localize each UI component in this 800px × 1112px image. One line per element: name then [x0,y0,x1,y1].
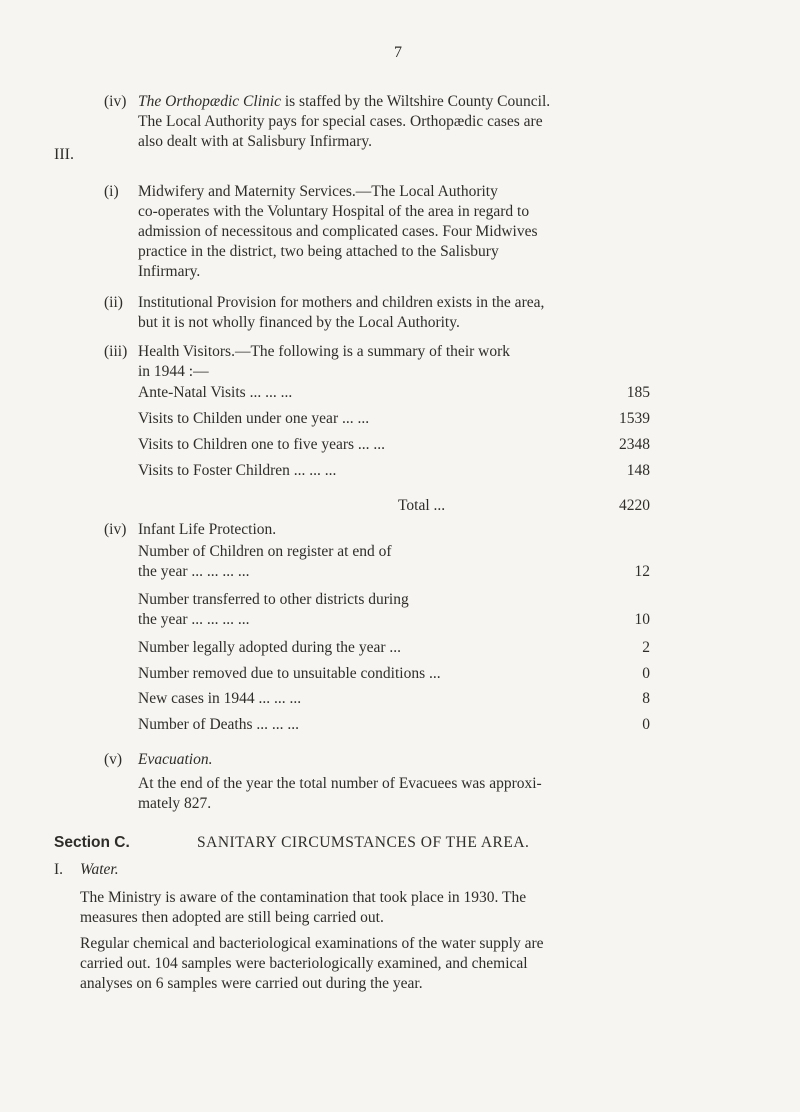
row-label: Number legally adopted during the year ... [138,639,401,656]
row-value: 185 [626,384,650,401]
paragraph-line: Regular chemical and bacteriological examinations of the water supply are [80,935,544,952]
paragraph-line: carried out. 104 samples were bacteriologically examined, and chemical [80,955,528,972]
subsection-label: I. [54,861,64,878]
paragraph-line: Health Visitors.—The following is a summary of their work [138,343,511,360]
paragraph-line: but it is not wholly financed by the Local Authority. [138,314,460,331]
evacuation-paragraph [138,774,542,814]
row-label: Number transferred to other districts during [138,591,409,608]
orthopaedic-clinic-title: The Orthopædic Clinic [138,93,281,110]
paragraph-line: admission of necessitous and complicated cases. Four Midwives [138,223,538,240]
paragraph-line: The Ministry is aware of the contamination that took place in 1930. The [80,889,527,906]
heading-text: Evacuation. [138,751,213,768]
row-value: 8 [642,690,650,707]
row-value: 10 [634,611,650,628]
paragraph-line: also dealt with at Salisbury Infirmary. [138,133,373,150]
water-heading [54,860,119,880]
paragraph-line: is staffed by the Wiltshire County Council. [280,93,551,110]
row-value: 2348 [619,436,650,453]
row-label: New cases in 1944 ... ... ... [138,690,302,707]
heading-text: Infant Life Protection. [138,521,277,538]
row-value: 2 [642,639,650,656]
row-label: Number removed due to unsuitable conditions ... [138,665,441,682]
paragraph-line: Midwifery and Maternity Services.—The Local Authority [138,183,498,200]
row-label: Number of Children on register at end of [138,543,392,560]
evacuation-heading [104,750,212,770]
row-label: Number of Deaths ... ... ... [138,716,299,733]
item-label: (v) [104,751,123,768]
row-value: 1539 [619,410,650,427]
item-label: (ii) [104,294,123,311]
paragraph-line: practice in the district, two being attached to the Salisbury [138,243,499,260]
row-value: 12 [634,563,650,580]
page-number: 7 [394,44,402,61]
paragraph-line: The Local Authority pays for special cases. Orthopædic cases are [138,113,543,130]
item-label: (iv) [104,521,127,538]
table-row [138,542,658,586]
section-number: III. [54,146,74,163]
institutional-provision-paragraph [104,293,544,333]
paragraph-line: Institutional Provision for mothers and children exists in the area, [138,294,545,311]
item-label: (iv) [104,93,127,110]
health-visitors-paragraph [104,342,510,382]
paragraph-line: analyses on 6 samples were carried out during the year. [80,975,423,992]
midwifery-paragraph [104,182,537,282]
paragraph-line: Infirmary. [138,263,201,280]
row-value: 148 [626,462,650,479]
item-label: (iii) [104,343,128,360]
row-label-continued: the year ... ... ... ... [138,611,250,628]
paragraph-line: mately 827. [138,795,212,812]
row-label: Visits to Children one to five years ... ... [138,436,386,453]
section-c-label: Section C. [54,834,130,851]
row-label: Ante-Natal Visits ... ... ... [138,384,293,401]
water-paragraph-1 [80,888,740,928]
row-label-continued: the year ... ... ... ... [138,563,250,580]
section-c-title: SANITARY CIRCUMSTANCES OF THE AREA. [197,834,530,851]
table-row [138,590,658,634]
item-label: (i) [104,183,119,200]
paragraph-line: in 1944 :— [138,363,209,380]
total-value: 4220 [619,497,650,514]
paragraph-line: measures then adopted are still being carried out. [80,909,384,926]
infant-life-protection-heading [104,520,276,540]
row-value: 0 [642,665,650,682]
row-label: Visits to Childen under one year ... ... [138,410,370,427]
total-label: Total ... [398,497,446,514]
row-value: 0 [642,716,650,733]
water-paragraph-2 [80,934,740,994]
orthopaedic-clinic-paragraph [104,92,550,152]
paragraph-line: At the end of the year the total number of Evacuees was approxi- [138,775,542,792]
subsection-title: Water. [80,861,119,878]
paragraph-line: co-operates with the Voluntary Hospital of the area in regard to [138,203,530,220]
row-label: Visits to Foster Children ... ... ... [138,462,337,479]
